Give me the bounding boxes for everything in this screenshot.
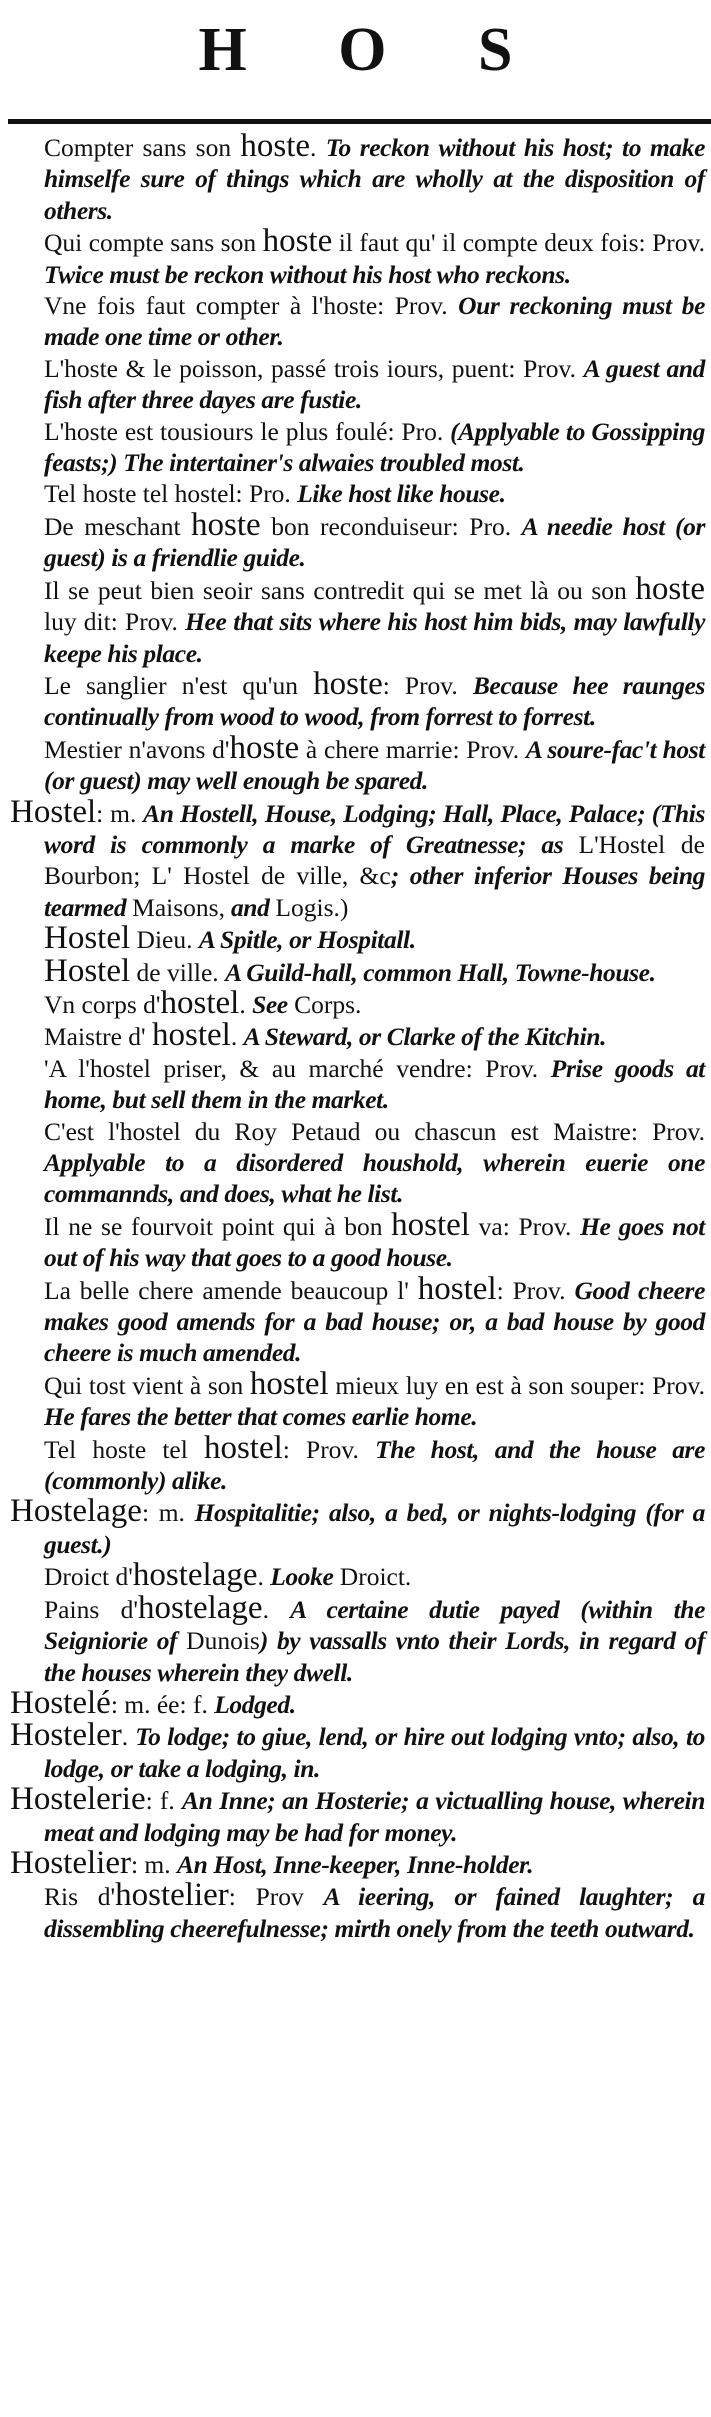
french-text: : f. [145, 1786, 183, 1816]
english-gloss: (Applyable to Gossipping feasts;) The intertainer's alwaies troubled most. [44, 416, 705, 478]
french-text: il faut qu' il compte deux fois: Prov. [332, 228, 705, 258]
headword: Hostelier [10, 1844, 131, 1881]
french-text: bon reconduiseur: Pro. [260, 511, 522, 541]
french-text: Maistre d' [44, 1022, 152, 1052]
french-text: 'A l'hostel priser, & au marché vendre: Prov. [44, 1053, 551, 1083]
headword: hostel [152, 1017, 231, 1054]
sub-entry [0, 1877, 711, 1944]
entry-list [0, 128, 711, 1944]
headword: Hostel [44, 920, 131, 957]
french-text: Qui compte sans son [44, 228, 263, 258]
french-text: C'est l'hostel du Roy Petaud ou chascun est Maistre: Prov. [44, 1116, 705, 1146]
sub-entry [0, 353, 711, 416]
sub-entry [0, 984, 711, 1021]
sub-entry [0, 1053, 711, 1116]
main-entry [0, 1781, 711, 1848]
french-text: : Prov. [282, 1434, 376, 1464]
english-gloss: An Inne; an Hosterie; a victualling house, wherein meat and lodging may be had for money. [44, 1786, 706, 1847]
sub-entry [0, 952, 711, 989]
sub-entry [0, 416, 711, 479]
headword: hoste [240, 128, 311, 164]
headword: hostel [391, 1206, 470, 1243]
english-gloss: Like host like house. [297, 479, 506, 509]
french-text: Logis.) [275, 892, 349, 922]
french-text: : Prov. [496, 1275, 575, 1305]
french-text: : m. [141, 1498, 195, 1528]
french-text: Qui tost vient à son [44, 1370, 250, 1400]
english-gloss: A soure-fac't host (or guest) may well enough be spared. [44, 734, 705, 796]
headword: hostel [160, 984, 240, 1021]
main-entry [0, 1493, 711, 1560]
french-text: Corps. [287, 989, 362, 1019]
sub-entry [0, 665, 711, 733]
english-gloss: ) by vassalls vnto their Lords, in regard of the houses wherein they dwell. [44, 1626, 705, 1687]
french-text: . [262, 1594, 291, 1624]
french-text: Le sanglier n'est qu'un [44, 670, 314, 700]
english-gloss: The host, and the house are (commonly) alike. [44, 1434, 705, 1496]
french-text: Tel hoste tel [44, 1434, 204, 1464]
sub-entry [0, 506, 711, 574]
running-head: H O S [198, 16, 551, 84]
french-text: Droict d' [44, 1562, 133, 1592]
sub-entry [0, 1116, 711, 1210]
french-text: Maisons, [132, 892, 225, 922]
main-entry [0, 1717, 711, 1784]
sub-entry [0, 1429, 711, 1497]
english-gloss: A Spitle, or Hospitall. [198, 925, 416, 955]
headword: hoste [229, 729, 300, 766]
french-text: luy dit: Prov. [44, 607, 186, 637]
english-gloss: Hee that sits where his host him bids, may lawfully keepe his place. [44, 607, 705, 668]
headword: hoste [191, 506, 261, 543]
french-text: : Prov [228, 1882, 324, 1912]
french-text: Vn corps d' [44, 989, 161, 1019]
headword: Hostelerie [10, 1781, 146, 1818]
english-gloss: Because hee raunges continually from wood to wood, from forrest to forrest. [44, 670, 705, 732]
french-text: à chere marrie: Prov. [299, 734, 526, 764]
headword: hostel [203, 1429, 283, 1466]
headword: hoste [313, 665, 383, 702]
french-text: va: Prov. [469, 1211, 581, 1241]
main-entry [0, 1844, 711, 1881]
french-text: L'Hostel de Bourbon; L' Hostel de ville, &c [44, 829, 705, 891]
headword: hostel [249, 1365, 329, 1402]
french-text: Ris d' [44, 1882, 116, 1912]
headword: Hostelage [10, 1493, 142, 1530]
headword: hoste [262, 223, 333, 260]
english-gloss: An Host, Inne-keeper, Inne-holder. [177, 1849, 534, 1879]
sub-entry [0, 128, 711, 226]
french-text: de ville. [130, 957, 226, 987]
english-gloss: See [252, 989, 288, 1019]
headword: hostel [417, 1270, 497, 1307]
main-entry [0, 793, 711, 924]
headword: hostelier [115, 1877, 229, 1914]
french-text: Mestier n'avons d' [44, 734, 230, 764]
main-entry [0, 1684, 711, 1721]
headword: Hostel [44, 952, 131, 989]
english-gloss: Good cheere makes good amends for a bad house; or, a bad house by good cheere is much amended. [44, 1275, 705, 1368]
headword: hoste [635, 570, 705, 607]
french-text: Dieu. [130, 925, 199, 955]
french-text: L'hoste & le poisson, passé trois iours, puent: Prov. [44, 353, 584, 383]
english-gloss: A needie host (or guest) is a friendlie guide. [44, 511, 705, 573]
french-text: Dunois [186, 1626, 260, 1656]
english-gloss: Prise goods at home, but sell them in the market. [44, 1053, 705, 1115]
english-gloss: He goes not out of his way that goes to a good house. [44, 1211, 705, 1273]
english-gloss: He fares the better that comes earlie home. [44, 1402, 478, 1432]
header-rule [8, 119, 711, 124]
french-text: . [121, 1722, 136, 1752]
french-text: . [230, 1022, 244, 1052]
french-text: . [310, 133, 326, 162]
english-gloss: Applyable to a disordered houshold, wherein euerie one commannds, and does, what he list. [44, 1148, 705, 1209]
english-gloss: A Steward, or Clarke of the Kitchin. [243, 1022, 607, 1052]
english-gloss: and [224, 892, 276, 922]
french-text: : Prov. [382, 670, 473, 700]
english-gloss: Hospitalitie; also, a bed, or nights-lodging (for a guest.) [44, 1498, 706, 1559]
english-gloss: Lodged. [214, 1689, 296, 1719]
sub-entry [0, 1270, 711, 1369]
french-text: mieux luy en est à son souper: Prov. [328, 1370, 705, 1400]
headword: Hostelé [10, 1684, 111, 1721]
headword: hostelage [132, 1557, 258, 1594]
sub-entry [0, 223, 711, 290]
english-gloss: To reckon without his host; to make himselfe sure of things which are wholly at the disposition of others. [44, 133, 705, 225]
french-text: : m. [96, 798, 144, 828]
english-gloss: A ieering, or fained laughter; a dissembling cheerefulnesse; mirth onely from the teeth outward. [44, 1882, 705, 1943]
headword: Hosteler [10, 1717, 122, 1754]
french-text: De meschant [44, 511, 192, 541]
french-text: : m. [130, 1849, 178, 1879]
sub-entry [0, 1017, 711, 1054]
english-gloss: Looke [270, 1562, 334, 1592]
english-gloss: Our reckoning must be made one time or other. [44, 291, 705, 352]
sub-entry [0, 1365, 711, 1433]
french-text: La belle chere amende beaucoup l' [44, 1275, 418, 1305]
french-text: L'hoste est tousiours le plus foulé: Pro. [44, 416, 451, 446]
french-text: Pains d' [44, 1594, 138, 1624]
french-text: Compter sans son [44, 133, 241, 162]
sub-entry [0, 1557, 711, 1594]
french-text: Vne fois faut compter à l'hoste: Prov. [44, 291, 459, 321]
headword: hostelage [137, 1589, 263, 1626]
french-text: . [257, 1562, 271, 1592]
english-gloss: A guest and fish after three dayes are fustie. [44, 353, 705, 415]
sub-entry [0, 729, 711, 797]
english-gloss: Twice must be reckon without his host who reckons. [44, 259, 571, 289]
sub-entry [0, 920, 711, 957]
french-text: Tel hoste tel hostel: Pro. [44, 479, 298, 509]
english-gloss: An Hostell, House, Lodging; Hall, Place, Palace; (This word is commonly a marke of Greatnesse; as [44, 798, 705, 859]
french-text: Il ne se fourvoit point qui à bon [44, 1211, 392, 1241]
sub-entry [0, 570, 711, 669]
french-text: . [239, 989, 253, 1019]
english-gloss: ; other inferior Houses being tearmed [44, 861, 705, 922]
sub-entry [0, 290, 711, 353]
english-gloss: A certaine dutie payed (within the Seigniorie of [44, 1594, 705, 1656]
sub-entry [0, 1206, 711, 1274]
french-text: Il se peut bien seoir sans contredit qui se met là ou son [44, 575, 636, 605]
english-gloss: To lodge; to giue, lend, or hire out lodging vnto; also, to lodge, or take a lodging, in. [44, 1722, 705, 1783]
french-text: : m. ée: f. [110, 1689, 215, 1719]
english-gloss: A Guild-hall, common Hall, Towne-house. [225, 957, 656, 987]
sub-entry [0, 1589, 711, 1688]
french-text: Droict. [333, 1562, 412, 1592]
headword: Hostel [10, 793, 97, 830]
sub-entry [0, 478, 711, 509]
